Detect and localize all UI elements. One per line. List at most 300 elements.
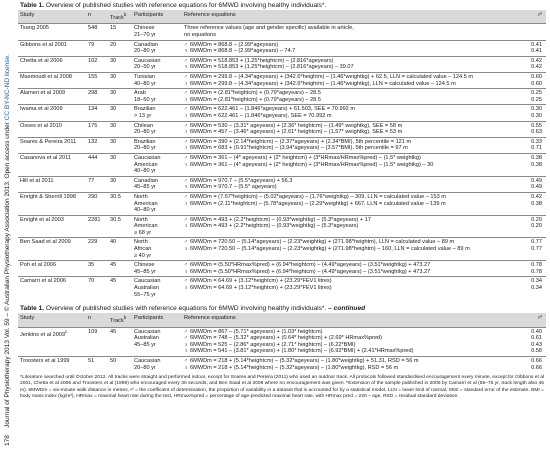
- journal-line: Journal of Physiotherapy 2013 Vol. 59 – © Australian Physiotherapy Association 2013. Open access under: [4, 122, 11, 428]
- participants-cell: [132, 192, 182, 215]
- study-cell: Tsang 2005: [18, 24, 86, 40]
- table-row: [18, 327, 546, 356]
- male-symbol-icon: ♂: [184, 216, 189, 223]
- header-track: Track$^b$: [110, 12, 127, 21]
- r2-cell: [514, 24, 546, 40]
- equation-line: [184, 113, 512, 120]
- equation-line: [184, 246, 512, 253]
- participants-line: Canadian: [134, 41, 158, 48]
- female-symbol-icon: ♀: [184, 246, 189, 253]
- female-symbol-icon: ♀: [184, 96, 189, 103]
- table-row: [18, 277, 546, 299]
- equation-line: [184, 42, 512, 49]
- table-row: [18, 153, 546, 176]
- female-symbol-icon: ♀: [184, 64, 189, 71]
- male-symbol-icon: ♂: [184, 74, 189, 81]
- table-caption: Overview of published studies with reference equations for 6MWD involving healthy individuals*.: [45, 2, 327, 9]
- participants-line: African: [134, 246, 152, 253]
- table-title-continued: [20, 305, 546, 312]
- study-cell: Camarri et al 2006: [18, 277, 86, 299]
- study-cell: Alameri et al 2009: [18, 89, 86, 105]
- r2-value: 0.25: [531, 96, 542, 103]
- r2-value: 0.40: [531, 328, 542, 335]
- r2-cell: [514, 327, 546, 356]
- participants-cell: [132, 121, 182, 137]
- participants-line: 45–85 yr: [134, 184, 156, 191]
- equation-text: 6MWDm = 361 – (4* ageyears) + (2* heightcm) + (3*HRmax/HRmax%pred) – (1.5* weightkg): [190, 154, 421, 161]
- n-cell: 155: [86, 73, 108, 89]
- equation-line: [184, 178, 512, 185]
- equation-line: [184, 58, 512, 65]
- participants-line: 21–70 yr: [134, 32, 156, 39]
- female-symbol-icon: ♀: [184, 348, 189, 355]
- table-label: Table 1.: [20, 305, 45, 313]
- participants-cell: [132, 238, 182, 261]
- journal-sidebar: [0, 0, 14, 470]
- r2-value: 0.55: [531, 122, 542, 129]
- equations-cell: [182, 56, 514, 72]
- male-symbol-icon: ♂: [184, 328, 189, 335]
- reference-equations-table-continued: [18, 313, 546, 372]
- table-row: [18, 261, 546, 277]
- equation-line: [184, 201, 512, 208]
- equation-text: 6MWDm = 361 – (4* ageyears) + (2* heightcm) + (3*HRmax/HRmax%pred) – (1.5* weightkg) – 30: [190, 161, 434, 168]
- header-track: Track$^b$: [110, 315, 127, 325]
- n-cell: 175: [86, 121, 108, 137]
- equation-text: 6MWDm = 683 + (0.91*heightcm) – (3.94*ageyears) – (3.57*BMI), 5th percentile = 97 m: [190, 145, 408, 152]
- equation-text: 6MWDm = (7.57*heightcm) – (5.02*ageyears) – (1.76*weightkg) – 309, LLN = calculated value – 153 m: [190, 193, 446, 200]
- n-cell: 51: [86, 357, 108, 373]
- equation-line: [184, 262, 512, 269]
- male-symbol-icon: ♂: [184, 138, 189, 145]
- r2-value: 0.25: [531, 90, 542, 97]
- track-cell: 30: [108, 89, 132, 105]
- table-body: [18, 327, 546, 372]
- participants-cell: [132, 277, 182, 299]
- r2-value: 0.38: [531, 154, 542, 161]
- equation-line: [184, 348, 512, 355]
- study-cell: Masmoudi et al 2008: [18, 73, 86, 89]
- participants-line: American: [134, 223, 158, 230]
- equations-cell: [182, 238, 514, 261]
- table-row: [18, 121, 546, 137]
- r2-value: 0.38: [531, 161, 542, 168]
- equation-line: [184, 90, 512, 97]
- table-header-row: [18, 313, 546, 327]
- equation-text: 6MWDm = 530 – (3.31* ageyears) + (2.36* heightcm) – (1.49* weightkg), SEE = 58 m: [190, 122, 403, 129]
- equation-text: 6MWDm = 457 – (3.46* ageyears) + (2.61* heightcm) – (1.57* weightkg), SEE = 53 m: [190, 129, 403, 136]
- male-symbol-icon: ♂: [184, 41, 189, 48]
- equation-text: 6MWDm = 622.461 – (1.846*ageyears), SEE = 70.992 m: [190, 112, 332, 119]
- track-cell: 30: [108, 56, 132, 72]
- r2-value: 0.60: [531, 74, 542, 81]
- equation-line: [184, 194, 512, 201]
- equation-text: 6MWDm = (2.81*heightcm) + (0.79*ageyears) – 28.5: [190, 96, 321, 103]
- r2-value: 0.30: [531, 112, 542, 119]
- equation-line: [184, 278, 512, 285]
- equation-line: [184, 239, 512, 246]
- male-symbol-icon: ♂: [184, 122, 189, 129]
- equations-cell: [182, 327, 514, 356]
- participants-line: North: [134, 193, 148, 200]
- participants-line: North: [134, 239, 148, 246]
- r2-value: 0.41: [531, 48, 542, 55]
- female-symbol-icon: ♀: [184, 48, 189, 55]
- participants-line: 18–50 yr: [134, 96, 156, 103]
- r2-cell: [514, 192, 546, 215]
- participants-line: 45–85 yr: [134, 268, 156, 275]
- track-cell: 50: [108, 357, 132, 373]
- equation-text: 6MWDm = (2.81*heightcm) + (0.79*ageyears) – 28.5: [190, 90, 321, 97]
- participants-line: 45–85 yr: [134, 341, 156, 348]
- study-cell: Enright et al 2003: [18, 215, 86, 238]
- r2-value: 0.66: [531, 364, 542, 371]
- table-row: [18, 192, 546, 215]
- table-row: [18, 137, 546, 153]
- r2-value: [516, 32, 542, 39]
- equation-text: 6MWDm = 525 – (2.86* ageyears) + (2.71* heightcm) – (6.22*BMI): [190, 341, 356, 348]
- r2-value: 0.78: [531, 262, 542, 269]
- study-footnote-marker: c: [65, 328, 68, 334]
- equation-line: [184, 162, 512, 169]
- participants-cell: [132, 327, 182, 356]
- participants-line: Caucasian: [134, 358, 161, 365]
- r2-value: 0.20: [531, 223, 542, 230]
- equation-text: 6MWDm = 64.69 + (3.12*heightcm) + (23.29*FEV1 litres): [190, 285, 332, 292]
- equation-line: [184, 129, 512, 136]
- n-cell: 70: [86, 277, 108, 299]
- table-row: [18, 176, 546, 192]
- male-symbol-icon: ♂: [184, 193, 189, 200]
- participants-cell: [132, 89, 182, 105]
- header-study: Study: [20, 12, 35, 18]
- female-symbol-icon: ♀: [184, 145, 189, 152]
- r2-cell: [514, 215, 546, 238]
- participants-line: Brazilian: [134, 138, 156, 145]
- r2-value: 0.78: [531, 268, 542, 275]
- equation-line: [184, 64, 512, 71]
- r2-cell: [514, 40, 546, 56]
- male-symbol-icon: ♂: [184, 358, 189, 365]
- participants-cell: [132, 105, 182, 121]
- equations-cell: [182, 24, 514, 40]
- participants-line: North: [134, 216, 148, 223]
- equation-text: 6MWDm = 64.69 + (3.12*heightcm) + (23.29*FEV1 litres): [190, 278, 332, 285]
- equation-line: [184, 123, 512, 130]
- participants-line: Canadian: [134, 177, 158, 184]
- r2-value: 0.34: [531, 278, 542, 285]
- license-link[interactable]: CC BY-NC-ND license.: [4, 54, 11, 121]
- equation-line: [184, 329, 512, 336]
- study-cell: Enright & Sherrill 1998: [18, 192, 86, 215]
- header-r2: r²: [538, 12, 542, 18]
- r2-value: 0.60: [531, 80, 542, 87]
- equation-text: 6MWDm = 218 + (5.14*heightcm) – (5.32*ageyears) – (1.80*weightkg), RSD = 56 m: [190, 364, 399, 371]
- study-cell: Hill et al 2011: [18, 176, 86, 192]
- participants-line: ≥ 40 yr: [134, 252, 152, 259]
- r2-cell: [514, 153, 546, 176]
- track-cell: 30: [108, 153, 132, 176]
- track-cell: 45: [108, 261, 132, 277]
- equation-text: 6MWDm = 868.8 – (2.99*ageyears) – 74.7: [190, 48, 296, 55]
- female-symbol-icon: ♀: [184, 364, 189, 371]
- study-cell: Osses et al 2010: [18, 121, 86, 137]
- equations-cell: [182, 215, 514, 238]
- n-cell: 79: [86, 40, 108, 56]
- equations-cell: [182, 105, 514, 121]
- male-symbol-icon: ♂: [184, 262, 189, 269]
- r2-cell: [514, 105, 546, 121]
- reference-equations-table: [18, 10, 546, 299]
- equation-line: [184, 335, 512, 342]
- r2-value: 0.71: [531, 145, 542, 152]
- equation-text: 6MWDm = 218 + (5.14*heightcm) – (5.32*ageyears) – (1.80*weightkg) + 51.31, RSD = 56 m: [190, 358, 419, 365]
- participants-line: Brazilian: [134, 106, 156, 113]
- journal-citation: [4, 6, 11, 446]
- equation-line: [184, 97, 512, 104]
- male-symbol-icon: ♂: [184, 239, 189, 246]
- n-cell: 109: [86, 327, 108, 356]
- male-symbol-icon: ♂: [184, 177, 189, 184]
- participants-cell: [132, 176, 182, 192]
- participants-line: Chinese: [134, 25, 155, 32]
- track-cell: 30: [108, 121, 132, 137]
- female-symbol-icon: ♀: [184, 223, 189, 230]
- r2-value: 0.42: [531, 64, 542, 71]
- equation-line: [184, 217, 512, 224]
- table-row: [18, 105, 546, 121]
- equation-line: [184, 342, 512, 349]
- track-cell: 15: [108, 24, 132, 40]
- equation-line: [184, 358, 512, 365]
- equation-text: 6MWDm = 518.853 + (1.25*heightcm) – (2.816*ageyears): [190, 57, 334, 64]
- r2-cell: [514, 73, 546, 89]
- n-cell: 444: [86, 153, 108, 176]
- header-participants: Participants: [134, 12, 164, 18]
- equation-text: 6MWDm = 299.8 – (4.34*ageyears) + (342.6*heightm) – (1.46*weightkg), LLN = calculated value – 124.5 m: [190, 80, 456, 87]
- participants-cell: [132, 40, 182, 56]
- participants-line: 20–80 yr: [134, 364, 156, 371]
- female-symbol-icon: ♀: [184, 80, 189, 87]
- study-cell: Jenkins et al 2009$^c$: [18, 327, 86, 356]
- table-row: [18, 24, 546, 40]
- r2-value: 0.63: [531, 129, 542, 136]
- equation-line: [184, 32, 512, 39]
- table-row: [18, 215, 546, 238]
- header-n: n: [88, 315, 92, 322]
- equation-text: Three reference values (age and gender specific) available in article,: [184, 25, 354, 32]
- track-cell: 30: [108, 176, 132, 192]
- r2-value: 0.49: [531, 177, 542, 184]
- equation-text: 6MWDm = 720.50 – (5.14*ageyears) – (2.23*weightkg) + (271.98*heightm), LLN = calculated value – 89 m: [190, 239, 455, 246]
- participants-line: > 13 yr: [134, 112, 152, 119]
- table-row: [18, 73, 546, 89]
- equations-cell: [182, 192, 514, 215]
- participants-line: ≥ 68 yr: [134, 229, 152, 236]
- r2-value: [516, 25, 542, 32]
- track-footnote-marker: b: [123, 315, 127, 321]
- equation-line: [184, 25, 512, 32]
- page-content: [18, 2, 546, 400]
- table-footnote: *Literature searched until October 2012. All tracks were straight and performed indoor, except for Soares and Pereira (2011) who used an outdoor track. All protocols followed standardised encouragement every minute, except for Gibbons et al 2001, Chetta et al 2006 and Troosters et al (1999) who encouraged every 30 seconds, and Ben Saad et al 2009 where no encouragement was given. ᵇExtension of the sample published in 2006 by Camarri et al (55–75 yr, track length also 45 m). 6MWDm = six-minute walk distance in metres, r² = the coefficient of determination, the proportion of variability in a dataset that is accounted for by a statistical model, LLN = lower limit of normal, SEE = standard error of the estimate, BMI = body mass index (kg/m²), HRmax = maximal heart rate during the test, HRmax%pred = percentage of age-predicted maximal heart rate, with HRmax pred = 220 – age, RSD = residual standard deviation.: [20, 375, 544, 399]
- n-cell: 2281: [86, 215, 108, 238]
- study-cell: Gibbons et al 2001: [18, 40, 86, 56]
- female-symbol-icon: ♀: [184, 161, 189, 168]
- r2-value: 0.49: [531, 184, 542, 191]
- participants-line: 40–80 yr: [134, 80, 156, 87]
- equation-text: 6MWDm = 720.50 – (5.14*ageyears) – (2.23*weightkg) + (271.98*heightm) – 160, LLN = calculated value – 89 m: [190, 246, 470, 253]
- participants-line: Chinese: [134, 262, 155, 269]
- r2-cell: [514, 357, 546, 373]
- table-row: [18, 89, 546, 105]
- study-cell: Troosters et al 1999: [18, 357, 86, 373]
- n-cell: 132: [86, 137, 108, 153]
- n-cell: 290: [86, 192, 108, 215]
- equations-cell: [182, 357, 514, 373]
- equation-line: [184, 365, 512, 372]
- equation-line: [184, 155, 512, 162]
- equation-text: 6MWDm = 390 + (2.14*heightcm) – (2.37*ageyears) + (2.34*BMI), 5th percentile = 121 m: [190, 138, 412, 145]
- r2-value: 0.20: [531, 216, 542, 223]
- equation-text: 6MWDm = 493 + (2.2*heightcm) – (0.93*weightkg) – (5.3*ageyears) + 17: [190, 216, 371, 223]
- n-cell: 134: [86, 105, 108, 121]
- male-symbol-icon: ♂: [184, 278, 189, 285]
- r2-cell: [514, 238, 546, 261]
- table-row: [18, 40, 546, 56]
- participants-line: 20–80 yr: [134, 48, 156, 55]
- equation-text: 6MWDm = 518.853 + (1.25*heightcm) – (2.816*ageyears) – 39.07: [190, 64, 354, 71]
- equation-text: 6MWDm = 868.8 – (2.99*ageyears): [190, 41, 279, 48]
- r2-cell: [514, 56, 546, 72]
- participants-cell: [132, 153, 182, 176]
- participants-cell: [132, 73, 182, 89]
- participants-cell: [132, 137, 182, 153]
- equation-line: [184, 145, 512, 152]
- header-participants: Participants: [134, 315, 164, 322]
- table-body: [18, 24, 546, 299]
- equation-text: 6MWDm = 867 – (5.71* ageyears) + (1.03* heightcm): [190, 328, 323, 335]
- r2-cell: [514, 89, 546, 105]
- table-caption: Overview of published studies with reference equations for 6MWD involving healthy individuals*.: [45, 305, 327, 313]
- female-symbol-icon: ♀: [184, 200, 189, 207]
- track-cell: 40: [108, 238, 132, 261]
- table-title: [20, 2, 546, 9]
- equations-cell: [182, 137, 514, 153]
- participants-line: Chilean: [134, 122, 153, 129]
- equation-line: [184, 74, 512, 81]
- equation-text: 6MWDm = 493 + (2.2*heightcm) – (0.93*weightkg) – (5.3*ageyears): [190, 223, 359, 230]
- participants-line: Tunisian: [134, 74, 155, 81]
- track-cell: 30.5: [108, 192, 132, 215]
- participants-line: American: [134, 200, 158, 207]
- male-symbol-icon: ♂: [184, 57, 189, 64]
- equation-text: 6MWDm = (5.50*HRmax%pred) + (6.94*heightcm) – (4.49*ageyears) – (3.51*weightkg) + 473.27: [190, 262, 431, 269]
- study-cell: Soares & Pereira 2011: [18, 137, 86, 153]
- equation-line: [184, 106, 512, 113]
- participants-line: Caucasian: [134, 328, 161, 335]
- r2-value: 0.66: [531, 358, 542, 365]
- r2-cell: [514, 176, 546, 192]
- r2-value: 0.33: [531, 138, 542, 145]
- participants-line: 20–80 yr: [134, 129, 156, 136]
- participants-line: 40–80 yr: [134, 168, 156, 175]
- equation-line: [184, 269, 512, 276]
- participants-line: 40–80 yr: [134, 207, 156, 214]
- participants-line: 20–50 yr: [134, 64, 156, 71]
- study-cell: Iwama et al 2009: [18, 105, 86, 121]
- equation-line: [184, 223, 512, 230]
- r2-value: 0.42: [531, 57, 542, 64]
- r2-value: 0.42: [531, 193, 542, 200]
- participants-cell: [132, 215, 182, 238]
- equation-text: no equations: [184, 32, 217, 39]
- equation-text: 6MWDm = 970.7 – (5.5* ageyears): [190, 184, 277, 191]
- equation-line: [184, 48, 512, 55]
- table-header-row: [18, 10, 546, 24]
- female-symbol-icon: ♀: [184, 112, 189, 119]
- track-cell: 45: [108, 327, 132, 356]
- equations-cell: [182, 89, 514, 105]
- r2-value: 0.38: [531, 200, 542, 207]
- male-symbol-icon: ♂: [184, 335, 189, 342]
- equation-text: 6MWDm = (2.11*heightcm) – (5.78*ageyears) – (2.29*weightkg) + 667, LLN = calculated value – 139 m: [190, 200, 446, 207]
- equation-text: 6MWDm = (5.50*HRmax%pred) + (6.94*heightcm) – (4.49*ageyears) – (3.51*weightkg) + 473.27: [190, 268, 431, 275]
- table-row: [18, 56, 546, 72]
- study-cell: Poh et al 2006: [18, 261, 86, 277]
- participants-line: Australian: [134, 285, 159, 292]
- page-number: 178: [4, 435, 11, 446]
- participants-line: American: [134, 161, 158, 168]
- study-cell: Chetta et al 2006: [18, 56, 86, 72]
- continued-label: – continued: [328, 305, 366, 313]
- r2-value: 0.58: [531, 348, 542, 355]
- female-symbol-icon: ♀: [184, 285, 189, 292]
- header-reference-equations: Reference equations: [184, 12, 236, 18]
- n-cell: 548: [86, 24, 108, 40]
- r2-value: 0.61: [531, 335, 542, 342]
- track-cell: 20: [108, 40, 132, 56]
- r2-value: 0.30: [531, 106, 542, 113]
- n-cell: 77: [86, 176, 108, 192]
- table-row: [18, 238, 546, 261]
- table-label: Table 1.: [20, 2, 45, 9]
- female-symbol-icon: ♀: [184, 184, 189, 191]
- participants-line: Australian: [134, 335, 159, 342]
- track-cell: 30.5: [108, 215, 132, 238]
- participants-cell: [132, 261, 182, 277]
- equations-cell: [182, 40, 514, 56]
- r2-value: 0.77: [531, 239, 542, 246]
- r2-value: 0.34: [531, 285, 542, 292]
- equations-cell: [182, 121, 514, 137]
- header-reference-equations: Reference equations: [184, 315, 236, 322]
- participants-cell: [132, 357, 182, 373]
- track-cell: 45: [108, 277, 132, 299]
- equations-cell: [182, 277, 514, 299]
- n-cell: 298: [86, 89, 108, 105]
- equations-cell: [182, 73, 514, 89]
- r2-value: 0.77: [531, 246, 542, 253]
- r2-value: 0.43: [531, 341, 542, 348]
- header-r2: r²: [538, 315, 542, 322]
- equation-text: 6MWDm = 970.7 – (5.5*ageyears) + 56.3: [190, 177, 293, 184]
- study-cell: Ben Saad et al 2009: [18, 238, 86, 261]
- equation-line: [184, 139, 512, 146]
- male-symbol-icon: ♂: [184, 106, 189, 113]
- equations-cell: [182, 176, 514, 192]
- equation-line: [184, 184, 512, 191]
- male-symbol-icon: ♂: [184, 154, 189, 161]
